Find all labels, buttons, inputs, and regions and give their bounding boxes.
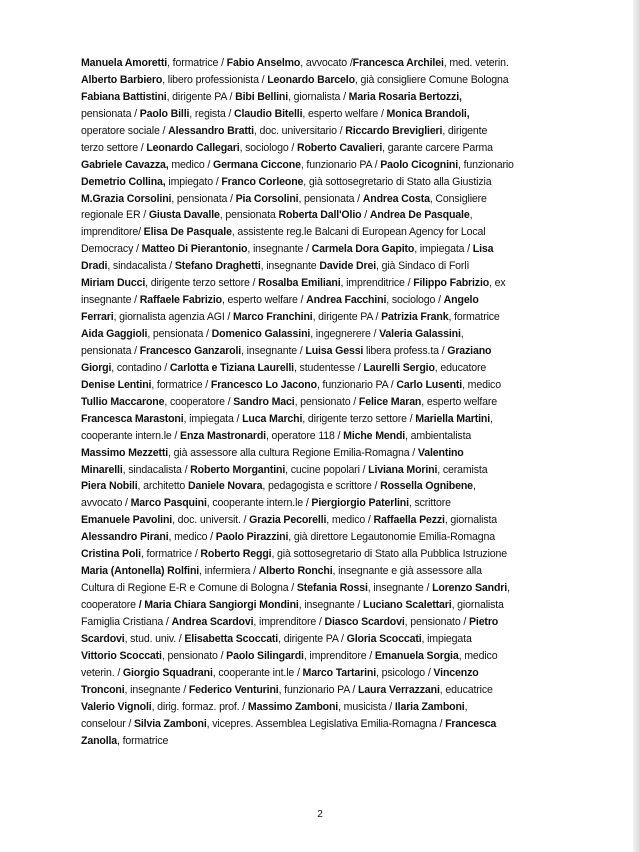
person-role: , già Sindaco di Forlì bbox=[376, 260, 470, 273]
person-name: Aida Gaggioli bbox=[81, 328, 148, 340]
person-name: Vittorio Scoccati bbox=[81, 649, 162, 662]
person-name: Leonardo Callegari bbox=[146, 141, 240, 154]
person-role: , pensionato / bbox=[404, 615, 469, 628]
person-name: Gabriele Cavazza, bbox=[81, 158, 169, 171]
person-role: , giornalista agenzia AGI / bbox=[113, 311, 233, 324]
person-role: , esperto welfare / bbox=[302, 107, 387, 120]
text-line bbox=[81, 478, 561, 495]
person-role: , bbox=[464, 700, 468, 713]
person-name: Carlo Lusenti bbox=[396, 378, 463, 391]
text-line bbox=[81, 360, 561, 377]
text-line bbox=[81, 394, 561, 411]
person-role: , formatrice bbox=[117, 734, 169, 747]
person-role: , libero professionista / bbox=[162, 73, 268, 86]
person-role: insegnante / bbox=[81, 294, 140, 307]
person-name: Andrea Scardovi bbox=[171, 615, 254, 628]
person-role: , vicepres. Assemblea Legislativa Emilia-Romagna / bbox=[206, 717, 446, 730]
person-name: Daniele Novara bbox=[187, 480, 263, 493]
person-role: , insegnante / bbox=[124, 683, 189, 696]
text-line bbox=[81, 580, 561, 597]
person-name: Miche Mendi bbox=[343, 429, 406, 442]
person-role: , garante carcere Parma bbox=[382, 141, 493, 154]
person-role: , impiegata / bbox=[414, 243, 473, 256]
person-role: , educatrice bbox=[439, 683, 493, 696]
person-role: Famiglia Cristiana / bbox=[81, 615, 172, 628]
text-line bbox=[81, 72, 561, 89]
person-role: , funzionario PA / bbox=[300, 158, 381, 171]
person-role: , doc. universitario / bbox=[253, 124, 346, 137]
person-role: avvocato / bbox=[81, 497, 131, 510]
person-name: Rosalba Emiliani bbox=[258, 277, 341, 290]
person-name: Carlotta e Tiziana Laurelli bbox=[169, 361, 294, 374]
person-name: Paolo Cicognini bbox=[380, 158, 459, 171]
person-role: , stud. univ. / bbox=[124, 632, 185, 645]
person-role: pensionata / bbox=[81, 107, 140, 120]
person-name: Dradi bbox=[81, 260, 108, 273]
person-name: Sandro Maci bbox=[233, 395, 295, 408]
person-name: Zanolla bbox=[81, 734, 118, 747]
person-role: , esperto welfare / bbox=[221, 294, 307, 307]
person-name: Claudio Bitelli bbox=[234, 107, 303, 120]
person-role: , musicista / bbox=[338, 700, 395, 713]
person-name: Silvia Zamboni bbox=[133, 717, 207, 730]
person-role: , formatrice bbox=[448, 311, 500, 324]
person-role: , dirigente terzo settore / bbox=[145, 277, 259, 290]
person-role: , bbox=[472, 480, 476, 493]
person-name: Alessandro Bratti bbox=[168, 124, 254, 137]
person-role: , funzionario bbox=[458, 158, 514, 171]
person-role: , dirigente PA / bbox=[166, 90, 236, 103]
person-name: Tullio Maccarone bbox=[81, 395, 165, 408]
person-name: Gloria Scoccati bbox=[346, 632, 422, 645]
person-name: Monica Brandoli, bbox=[386, 107, 470, 120]
text-line bbox=[81, 241, 561, 258]
person-name: Felice Maran bbox=[358, 395, 422, 408]
person-role: , esperto welfare bbox=[421, 395, 498, 408]
person-role: , medico bbox=[458, 649, 498, 662]
person-role: , formatrice / bbox=[140, 548, 201, 561]
text-line bbox=[81, 648, 561, 665]
person-name: Giorgio Squadrani bbox=[122, 666, 213, 679]
person-role: , insegnante / bbox=[367, 582, 433, 595]
person-name: Leonardo Barcelo bbox=[267, 73, 355, 86]
person-role: , medico bbox=[462, 378, 501, 391]
person-role: , educatore bbox=[434, 361, 487, 374]
person-name: Liviana Morini bbox=[368, 463, 438, 476]
person-role: , funzionario PA / bbox=[316, 378, 397, 391]
text-line bbox=[81, 495, 561, 512]
person-role: , già sottosegretario di Stato alla Giustizia bbox=[303, 175, 492, 188]
person-name: Giusta Davalle bbox=[148, 209, 220, 222]
person-role: , giornalista bbox=[444, 514, 498, 527]
person-role: conselour / bbox=[81, 717, 134, 730]
person-role: , bbox=[469, 209, 473, 222]
person-role: , insegnante bbox=[260, 260, 320, 273]
person-role: , dirigente PA / bbox=[312, 311, 382, 324]
person-role: , insegnante / bbox=[241, 344, 306, 357]
person-role: , dirigente bbox=[442, 124, 488, 137]
text-line bbox=[81, 55, 561, 72]
person-name: Massimo Mezzetti bbox=[81, 446, 169, 459]
person-role: , medico / bbox=[326, 514, 374, 527]
text-line bbox=[81, 563, 561, 580]
person-role: , psicologo / bbox=[376, 666, 434, 679]
person-role: , insegnante / bbox=[298, 599, 364, 611]
person-name: Rossella Ognibene bbox=[380, 480, 473, 493]
person-name: Stefania Rossi bbox=[296, 582, 368, 595]
person-role: , insegnante e già assessore alla bbox=[332, 565, 482, 578]
person-name: Valerio Vignoli bbox=[81, 700, 152, 713]
page-number: 2 bbox=[317, 809, 323, 820]
page-edge-shadow bbox=[633, 0, 640, 852]
person-name: Luciano Scalettari bbox=[363, 599, 452, 611]
person-name: Ferrari bbox=[81, 311, 114, 324]
text-line bbox=[81, 699, 561, 716]
person-name: Demetrio Collina, bbox=[81, 175, 166, 188]
person-name: Miriam Ducci bbox=[81, 277, 146, 290]
person-role: medico / bbox=[168, 158, 213, 171]
person-role: , impiegata / bbox=[183, 412, 243, 425]
person-role: , med. veterin. bbox=[443, 57, 509, 69]
person-name: Carmela Dora Gapito bbox=[311, 243, 415, 256]
person-name: Tronconi bbox=[81, 683, 125, 696]
text-line bbox=[81, 174, 561, 191]
person-role: , bbox=[460, 328, 464, 340]
person-role: , doc. universit. / bbox=[172, 514, 250, 527]
person-name: Franco Corleone bbox=[221, 175, 304, 188]
person-role: libera profess.ta / bbox=[363, 344, 448, 357]
person-role: , già consigliere Comune Bologna bbox=[354, 73, 509, 86]
person-name: Fabiana Battistini bbox=[81, 90, 167, 103]
person-name: Francesca Marastoni bbox=[81, 412, 184, 425]
person-name: Pia Corsolini bbox=[235, 192, 299, 205]
person-role: , già sottosegretario di Stato alla Pubblica Istruzione bbox=[271, 548, 507, 561]
person-role: , formatrice / bbox=[167, 57, 227, 69]
person-role: , dirig. formaz. prof. / bbox=[151, 700, 248, 713]
person-name: Bibi Bellini bbox=[235, 90, 289, 103]
person-role: , infermiera / bbox=[199, 565, 259, 578]
person-role: cooperante intern.le / bbox=[81, 429, 181, 442]
person-role: , pensionata / bbox=[298, 192, 363, 205]
person-role: , regista / bbox=[189, 107, 234, 120]
person-name: Valentino bbox=[417, 446, 464, 459]
person-role: operatore sociale / bbox=[81, 124, 169, 137]
text-line bbox=[81, 309, 561, 326]
person-name: Roberto Morgantini bbox=[190, 463, 286, 476]
person-name: Davide Drei bbox=[319, 260, 376, 273]
person-name: Alberto Barbiero bbox=[81, 73, 163, 86]
text-line bbox=[81, 665, 561, 682]
text-line bbox=[81, 716, 561, 733]
person-name: Vincenzo bbox=[433, 666, 479, 679]
text-line bbox=[81, 258, 561, 275]
person-role: , pensionata bbox=[219, 209, 279, 222]
person-role: , cucine popolari / bbox=[285, 463, 369, 476]
person-role: , pensionata / bbox=[171, 192, 236, 205]
person-name: Marco Pasquini bbox=[130, 497, 207, 510]
person-role: impiegato / bbox=[165, 175, 222, 188]
person-name: Fabio Anselmo bbox=[226, 57, 301, 69]
person-role: , bbox=[490, 412, 493, 425]
person-role: , dirigente terzo settore / bbox=[302, 412, 416, 425]
person-role: , ex bbox=[489, 277, 506, 290]
person-name: Filippo Fabrizio bbox=[413, 277, 490, 290]
person-role: , imprenditore / bbox=[253, 615, 325, 628]
person-role: , già direttore Legautonomie Emilia-Romagna bbox=[288, 531, 495, 544]
person-name: Emanuela Sorgia bbox=[374, 649, 459, 662]
person-role: , insegnante / bbox=[247, 243, 312, 256]
person-name: Luca Marchi bbox=[242, 412, 303, 425]
text-line bbox=[81, 89, 561, 106]
person-role: , pensionato / bbox=[294, 395, 359, 408]
person-role: regionale ER / bbox=[81, 209, 149, 222]
text-line bbox=[81, 529, 561, 546]
person-role: , medico / bbox=[168, 531, 216, 544]
person-name: Andrea Facchini bbox=[306, 294, 387, 307]
person-role: , già assessore alla cultura Regione Emilia-Romagna / bbox=[168, 446, 418, 459]
person-name: Alberto Ronchi bbox=[258, 565, 333, 578]
person-role: , pensionata / bbox=[147, 328, 212, 340]
person-role: , architetto bbox=[137, 480, 188, 493]
person-role: , ceramista bbox=[437, 463, 488, 476]
person-role: , cooperatore / bbox=[164, 395, 234, 408]
person-role: , cooperante int.le / bbox=[212, 666, 303, 679]
person-name: Riccardo Breviglieri bbox=[345, 124, 443, 137]
person-name: Paolo Silingardi bbox=[226, 649, 304, 662]
person-role: imprenditore/ bbox=[81, 226, 144, 239]
person-name: Paolo Pirazzini bbox=[215, 531, 289, 544]
text-line bbox=[81, 733, 561, 750]
person-role: , sociologo / bbox=[386, 294, 444, 307]
person-name: Denise Lentini bbox=[81, 378, 152, 391]
text-line bbox=[81, 411, 561, 428]
person-role: , giornalista bbox=[451, 599, 504, 611]
text-line bbox=[81, 207, 561, 224]
person-name: Giorgi bbox=[81, 361, 112, 374]
person-role: , avvocato / bbox=[300, 57, 353, 69]
text-line bbox=[81, 275, 561, 292]
person-name: Massimo Zamboni bbox=[247, 700, 339, 713]
person-role: , ambientalista bbox=[405, 429, 472, 442]
person-name: Cristina Poli bbox=[81, 548, 141, 561]
text-line bbox=[81, 631, 561, 648]
person-role: Democracy / bbox=[81, 243, 142, 256]
person-name: Raffaella Pezzi bbox=[373, 514, 445, 527]
text-line bbox=[81, 106, 561, 123]
text-line bbox=[81, 343, 561, 360]
text-line bbox=[81, 292, 561, 309]
person-name: Andrea De Pasquale bbox=[369, 209, 470, 222]
person-name: Francesco Ganzaroli bbox=[139, 344, 242, 357]
person-name: Enza Mastronardi bbox=[180, 429, 266, 442]
person-role: cooperatore bbox=[81, 599, 139, 611]
person-role: , pedagogista e scrittore / bbox=[262, 480, 381, 493]
text-line bbox=[81, 377, 561, 394]
text-line bbox=[81, 326, 561, 343]
person-name: Grazia Pecorelli bbox=[249, 514, 327, 527]
person-name: Diasco Scardovi bbox=[324, 615, 405, 628]
person-name: Maria Rosaria Bertozzi, bbox=[348, 90, 462, 103]
text-line bbox=[81, 140, 561, 157]
text-line bbox=[81, 597, 561, 614]
text-line bbox=[81, 512, 561, 529]
person-role: , funzionario PA / bbox=[278, 683, 358, 696]
person-name: Stefano Draghetti bbox=[174, 260, 261, 273]
person-name: Andrea Costa bbox=[362, 192, 430, 205]
person-name: Angelo bbox=[443, 294, 479, 307]
person-role: terzo settore / bbox=[81, 141, 147, 154]
text-line bbox=[81, 462, 561, 479]
person-name: Piera Nobili bbox=[81, 480, 138, 493]
person-name: Lisa bbox=[472, 243, 494, 256]
person-role: Cultura di Regione E-R e Comune di Bologna / bbox=[81, 582, 297, 595]
person-name: / Maria Chiara Sangiorgi Mondini bbox=[138, 599, 299, 611]
person-name: Mariella Martini bbox=[415, 412, 490, 425]
person-name: Pietro bbox=[468, 615, 499, 628]
text-line bbox=[81, 614, 561, 631]
person-role: , ingegnerere / bbox=[310, 328, 380, 340]
person-name: Francesca Archilei bbox=[352, 57, 444, 69]
person-name: Marco Tartarini bbox=[302, 666, 377, 679]
person-role: , studentesse / bbox=[293, 361, 364, 374]
person-name: Raffaele Fabrizio bbox=[139, 294, 222, 307]
person-name: M.Grazia Corsolini bbox=[81, 192, 172, 205]
person-role: , formatrice / bbox=[151, 378, 211, 391]
person-role: , sindacalista / bbox=[107, 260, 175, 273]
person-role: , pensionato / bbox=[161, 649, 227, 662]
person-role: , imprenditrice / bbox=[340, 277, 414, 290]
person-name: Alessandro Pirani bbox=[81, 531, 169, 544]
person-name: Ilaria Zamboni bbox=[394, 700, 465, 713]
person-name: Maria (Antonella) Rolfini bbox=[81, 565, 200, 578]
person-role: , cooperante intern.le / bbox=[206, 497, 312, 510]
person-role: , contadino / bbox=[111, 361, 170, 374]
person-name: Matteo Di Pierantonio bbox=[141, 243, 248, 256]
person-name: Elisabetta Scoccati bbox=[184, 632, 279, 645]
person-name: Laura Verrazzani bbox=[357, 683, 440, 696]
person-name: Francesco Lo Jacono bbox=[210, 378, 317, 391]
person-name: Emanuele Pavolini bbox=[81, 514, 173, 527]
person-name: Germana Ciccone bbox=[212, 158, 301, 171]
person-role: , scrittore bbox=[408, 497, 451, 510]
person-name: Lorenzo Sandri bbox=[432, 582, 508, 595]
person-name: Valeria Galassini bbox=[379, 328, 461, 340]
person-name: Patrizia Frank bbox=[381, 311, 449, 324]
person-role: , impiegata bbox=[421, 632, 472, 645]
person-name: Marco Franchini bbox=[233, 311, 313, 324]
person-role: , imprenditore / bbox=[303, 649, 375, 662]
person-name: Graziano bbox=[447, 344, 492, 357]
person-name: Laurelli Sergio bbox=[363, 361, 435, 374]
person-name: Federico Venturini bbox=[188, 683, 279, 696]
person-role: , sociologo / bbox=[239, 141, 297, 154]
text-line bbox=[81, 682, 561, 699]
person-role: , operatore 118 / bbox=[265, 429, 344, 442]
text-line bbox=[81, 546, 561, 563]
text-line bbox=[81, 445, 561, 462]
person-name: Roberto Cavalieri bbox=[296, 141, 383, 154]
person-role: / bbox=[361, 209, 370, 222]
person-name: Minarelli bbox=[81, 463, 123, 476]
person-role: pensionata / bbox=[81, 344, 140, 357]
person-name: Domenico Galassini bbox=[211, 328, 311, 340]
text-line bbox=[81, 157, 561, 174]
person-role: , giornalista / bbox=[288, 90, 349, 103]
signatories-list bbox=[81, 55, 561, 749]
person-name: Paolo Billi bbox=[139, 107, 190, 120]
text-line bbox=[81, 191, 561, 208]
person-role: , assistente reg.le Balcani di European Agency for Local bbox=[231, 226, 486, 239]
person-role: , sindacalista / bbox=[122, 463, 191, 476]
text-line bbox=[81, 428, 561, 445]
person-name: Luisa Gessi bbox=[305, 344, 364, 357]
person-name: Roberto Reggi bbox=[200, 548, 272, 561]
person-name: Francesca bbox=[445, 717, 497, 730]
person-role: , bbox=[507, 582, 510, 595]
person-name: Elisa De Pasquale bbox=[143, 226, 232, 239]
person-name: Scardovi bbox=[81, 632, 125, 645]
person-name: Manuela Amoretti bbox=[81, 57, 168, 69]
text-line bbox=[81, 224, 561, 241]
person-role: , dirigente PA / bbox=[278, 632, 347, 645]
text-line bbox=[81, 123, 561, 140]
person-name: Roberta Dall'Olio bbox=[278, 209, 362, 222]
person-role: , Consigliere bbox=[429, 192, 487, 205]
person-role: veterin. / bbox=[81, 666, 123, 679]
person-name: Piergiorgio Paterlini bbox=[311, 497, 409, 510]
